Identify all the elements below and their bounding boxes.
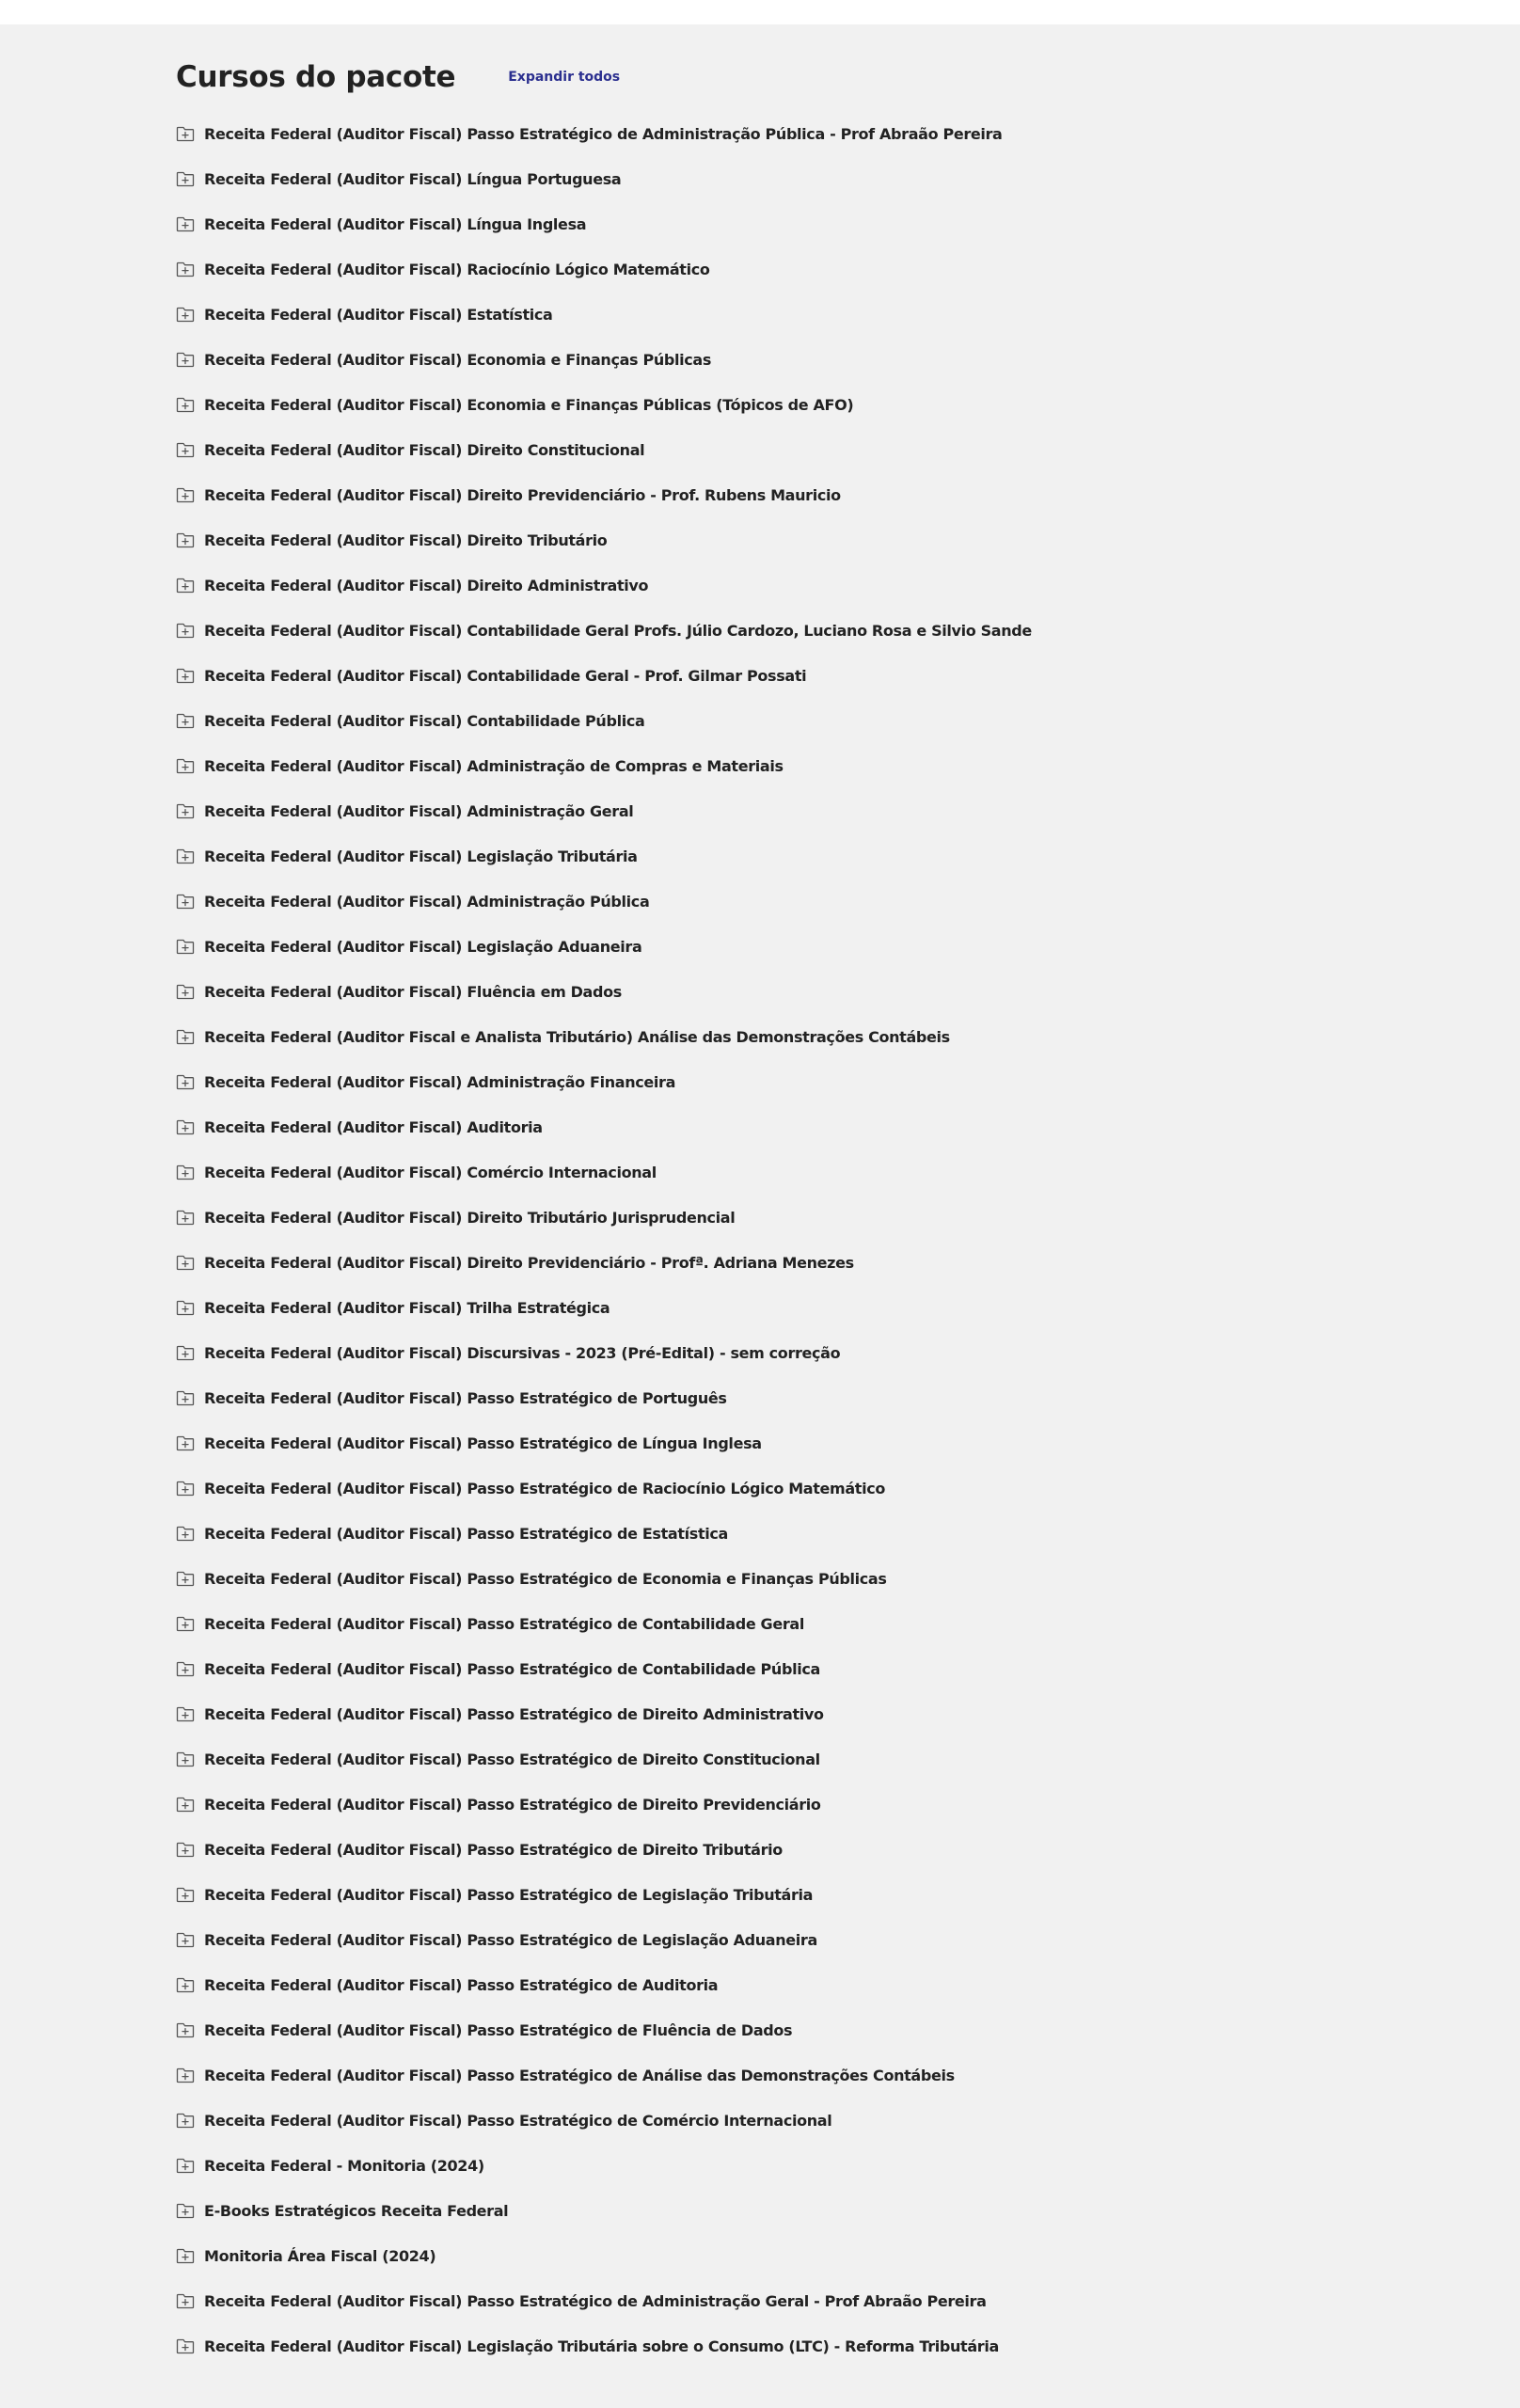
course-list — [176, 111, 1399, 2368]
course-title: Receita Federal (Auditor Fiscal) Língua Inglesa — [204, 214, 587, 233]
course-title: Receita Federal (Auditor Fiscal) Discursivas - 2023 (Pré-Edital) - sem correção — [204, 1343, 841, 1362]
course-item[interactable] — [176, 2278, 1399, 2323]
course-item[interactable] — [176, 1285, 1399, 1330]
folder-plus-icon — [176, 802, 195, 819]
course-title: Receita Federal (Auditor Fiscal) Passo Estratégico de Direito Administrativo — [204, 1704, 824, 1723]
course-title: Receita Federal (Auditor Fiscal) Direito Previdenciário - Profª. Adriana Menezes — [204, 1253, 854, 1272]
folder-plus-icon — [176, 261, 195, 277]
course-item[interactable] — [176, 1782, 1399, 1827]
course-item[interactable] — [176, 1420, 1399, 1465]
course-title: Receita Federal (Auditor Fiscal) Passo Estratégico de Legislação Tributária — [204, 1885, 814, 1904]
folder-plus-icon — [176, 938, 195, 955]
course-item[interactable] — [176, 562, 1399, 608]
course-item[interactable] — [176, 1872, 1399, 1917]
folder-plus-icon — [176, 893, 195, 910]
folder-plus-icon — [176, 351, 195, 368]
course-title: Receita Federal (Auditor Fiscal) Passo Estratégico de Direito Constitucional — [204, 1750, 820, 1768]
course-item[interactable] — [176, 969, 1399, 1014]
course-item[interactable] — [176, 427, 1399, 472]
course-item[interactable] — [176, 1962, 1399, 2007]
folder-plus-icon — [176, 1299, 195, 1316]
course-item[interactable] — [176, 201, 1399, 246]
folder-plus-icon — [176, 1570, 195, 1587]
folder-plus-icon — [176, 1344, 195, 1361]
course-title: Receita Federal (Auditor Fiscal) Administração de Compras e Materiais — [204, 756, 784, 775]
folder-plus-icon — [176, 2292, 195, 2309]
course-title: Receita Federal (Auditor Fiscal) Passo Estratégico de Língua Inglesa — [204, 1434, 762, 1452]
course-item[interactable] — [176, 382, 1399, 427]
course-item[interactable] — [176, 1511, 1399, 1556]
folder-plus-icon — [176, 2112, 195, 2129]
course-title: Receita Federal (Auditor Fiscal) Direito Administrativo — [204, 576, 649, 594]
folder-plus-icon — [176, 577, 195, 594]
course-item[interactable] — [176, 788, 1399, 833]
folder-plus-icon — [176, 1751, 195, 1767]
folder-plus-icon — [176, 1705, 195, 1722]
folder-plus-icon — [176, 1434, 195, 1451]
course-item[interactable] — [176, 2098, 1399, 2143]
folder-plus-icon — [176, 1615, 195, 1632]
course-title: Receita Federal (Auditor Fiscal) Direito Tributário — [204, 531, 608, 549]
folder-plus-icon — [176, 1389, 195, 1406]
folder-plus-icon — [176, 2067, 195, 2083]
folder-plus-icon — [176, 170, 195, 187]
course-title: Receita Federal (Auditor Fiscal) Comércio Internacional — [204, 1163, 657, 1181]
course-item[interactable] — [176, 2007, 1399, 2052]
course-title: Receita Federal (Auditor Fiscal) Passo Estratégico de Administração Geral - Prof Abraão Pereira — [204, 2291, 987, 2310]
course-title: Receita Federal (Auditor Fiscal) Direito Tributário Jurisprudencial — [204, 1208, 736, 1227]
section-title: Cursos do pacote — [176, 60, 456, 94]
course-item[interactable] — [176, 1827, 1399, 1872]
folder-plus-icon — [176, 1073, 195, 1090]
folder-plus-icon — [176, 1886, 195, 1903]
folder-plus-icon — [176, 1660, 195, 1677]
course-title: Receita Federal (Auditor Fiscal) Passo Estratégico de Contabilidade Geral — [204, 1614, 804, 1633]
course-title: Receita Federal (Auditor Fiscal) Raciocínio Lógico Matemático — [204, 260, 710, 278]
course-item[interactable] — [176, 1059, 1399, 1104]
course-title: Receita Federal (Auditor Fiscal) Administração Financeira — [204, 1072, 676, 1091]
course-item[interactable] — [176, 1104, 1399, 1149]
course-item[interactable] — [176, 111, 1399, 156]
course-item[interactable] — [176, 1330, 1399, 1375]
course-item[interactable] — [176, 2233, 1399, 2278]
folder-plus-icon — [176, 1164, 195, 1180]
course-title: Receita Federal (Auditor Fiscal) Passo Estratégico de Legislação Aduaneira — [204, 1930, 817, 1949]
course-title: Receita Federal (Auditor Fiscal) Administração Pública — [204, 892, 650, 911]
folder-plus-icon — [176, 2202, 195, 2219]
course-title: Receita Federal (Auditor Fiscal) Passo Estratégico de Comércio Internacional — [204, 2111, 832, 2130]
folder-plus-icon — [176, 306, 195, 323]
course-title: Receita Federal (Auditor Fiscal) Passo Estratégico de Administração Pública - Prof Abraão Pereira — [204, 124, 1003, 143]
course-item[interactable] — [176, 743, 1399, 788]
course-title: Receita Federal (Auditor Fiscal) Direito Constitucional — [204, 440, 645, 459]
course-item[interactable] — [176, 924, 1399, 969]
folder-plus-icon — [176, 1931, 195, 1948]
course-item[interactable] — [176, 1240, 1399, 1285]
course-title: Receita Federal (Auditor Fiscal) Contabilidade Geral - Prof. Gilmar Possati — [204, 666, 807, 685]
course-item[interactable] — [176, 879, 1399, 924]
course-title: Receita Federal (Auditor Fiscal e Analista Tributário) Análise das Demonstrações Contábeis — [204, 1027, 950, 1046]
folder-plus-icon — [176, 396, 195, 413]
course-item[interactable] — [176, 1917, 1399, 1962]
course-item[interactable] — [176, 337, 1399, 382]
folder-plus-icon — [176, 2337, 195, 2354]
course-title: Receita Federal (Auditor Fiscal) Passo Estratégico de Auditoria — [204, 1975, 719, 1994]
course-title: Receita Federal (Auditor Fiscal) Passo Estratégico de Estatística — [204, 1524, 728, 1543]
course-item[interactable] — [176, 1014, 1399, 1059]
folder-plus-icon — [176, 531, 195, 548]
folder-plus-icon — [176, 2157, 195, 2174]
course-title: Receita Federal (Auditor Fiscal) Passo Estratégico de Fluência de Dados — [204, 2020, 793, 2039]
course-item[interactable] — [176, 1195, 1399, 1240]
course-item[interactable] — [176, 653, 1399, 698]
course-item[interactable] — [176, 1646, 1399, 1691]
course-title: Receita Federal (Auditor Fiscal) Passo Estratégico de Direito Tributário — [204, 1840, 783, 1859]
folder-plus-icon — [176, 215, 195, 232]
course-title: Receita Federal (Auditor Fiscal) Legislação Tributária — [204, 847, 638, 865]
course-item[interactable] — [176, 2323, 1399, 2368]
folder-plus-icon — [176, 983, 195, 1000]
folder-plus-icon — [176, 441, 195, 458]
folder-plus-icon — [176, 2247, 195, 2264]
course-item[interactable] — [176, 1465, 1399, 1511]
folder-plus-icon — [176, 1480, 195, 1497]
course-title: Receita Federal (Auditor Fiscal) Direito Previdenciário - Prof. Rubens Mauricio — [204, 485, 841, 504]
folder-plus-icon — [176, 125, 195, 142]
course-item[interactable] — [176, 1375, 1399, 1420]
course-title: Receita Federal (Auditor Fiscal) Contabilidade Pública — [204, 711, 645, 730]
course-title: Receita Federal (Auditor Fiscal) Língua Portuguesa — [204, 169, 622, 188]
folder-plus-icon — [176, 667, 195, 684]
course-title: Receita Federal (Auditor Fiscal) Economia e Finanças Públicas — [204, 350, 711, 369]
folder-plus-icon — [176, 486, 195, 503]
top-strip — [0, 0, 1520, 24]
course-item[interactable] — [176, 698, 1399, 743]
folder-plus-icon — [176, 1976, 195, 1993]
course-item[interactable] — [176, 517, 1399, 562]
course-title: Receita Federal (Auditor Fiscal) Fluência em Dados — [204, 982, 622, 1001]
course-title: Receita Federal (Auditor Fiscal) Legislação Aduaneira — [204, 937, 642, 956]
course-title: Receita Federal (Auditor Fiscal) Passo Estratégico de Direito Previdenciário — [204, 1795, 821, 1814]
course-item[interactable] — [176, 833, 1399, 879]
folder-plus-icon — [176, 757, 195, 774]
course-item[interactable] — [176, 246, 1399, 292]
course-title: Receita Federal (Auditor Fiscal) Trilha Estratégica — [204, 1298, 610, 1317]
folder-plus-icon — [176, 712, 195, 729]
course-title: Receita Federal (Auditor Fiscal) Estatística — [204, 305, 553, 324]
course-title: E-Books Estratégicos Receita Federal — [204, 2201, 509, 2220]
course-item[interactable] — [176, 156, 1399, 201]
folder-plus-icon — [176, 1118, 195, 1135]
folder-plus-icon — [176, 1525, 195, 1542]
course-item[interactable] — [176, 1691, 1399, 1736]
course-item[interactable] — [176, 1736, 1399, 1782]
course-item[interactable] — [176, 2052, 1399, 2098]
folder-plus-icon — [176, 2021, 195, 2038]
course-title: Receita Federal (Auditor Fiscal) Legislação Tributária sobre o Consumo (LTC) - Reforma Tributária — [204, 2337, 999, 2355]
course-item[interactable] — [176, 292, 1399, 337]
course-title: Receita Federal (Auditor Fiscal) Passo Estratégico de Contabilidade Pública — [204, 1659, 820, 1678]
folder-plus-icon — [176, 1841, 195, 1858]
course-title: Receita Federal (Auditor Fiscal) Passo Estratégico de Português — [204, 1388, 727, 1407]
course-title: Receita Federal - Monitoria (2024) — [204, 2156, 484, 2175]
folder-plus-icon — [176, 1209, 195, 1226]
course-title: Monitoria Área Fiscal (2024) — [204, 2246, 436, 2265]
folder-plus-icon — [176, 848, 195, 864]
course-item[interactable] — [176, 1556, 1399, 1601]
course-item[interactable] — [176, 2143, 1399, 2188]
course-title: Receita Federal (Auditor Fiscal) Passo Estratégico de Raciocínio Lógico Matemático — [204, 1479, 886, 1497]
package-courses-section — [176, 24, 1399, 2355]
course-item[interactable] — [176, 1149, 1399, 1195]
course-item[interactable] — [176, 1601, 1399, 1646]
course-title: Receita Federal (Auditor Fiscal) Administração Geral — [204, 801, 634, 820]
course-item[interactable] — [176, 472, 1399, 517]
course-item[interactable] — [176, 608, 1399, 653]
course-title: Receita Federal (Auditor Fiscal) Contabilidade Geral Profs. Júlio Cardozo, Luciano Rosa e Silvio Sande — [204, 621, 1032, 640]
course-title: Receita Federal (Auditor Fiscal) Auditoria — [204, 1117, 543, 1136]
folder-plus-icon — [176, 1028, 195, 1045]
folder-plus-icon — [176, 622, 195, 639]
course-title: Receita Federal (Auditor Fiscal) Passo Estratégico de Economia e Finanças Públicas — [204, 1569, 887, 1588]
course-title: Receita Federal (Auditor Fiscal) Economia e Finanças Públicas (Tópicos de AFO) — [204, 395, 854, 414]
folder-plus-icon — [176, 1254, 195, 1271]
folder-plus-icon — [176, 1796, 195, 1813]
course-title: Receita Federal (Auditor Fiscal) Passo Estratégico de Análise das Demonstrações Contábeis — [204, 2066, 955, 2084]
course-item[interactable] — [176, 2188, 1399, 2233]
expand-all-link[interactable]: Expandir todos — [508, 70, 621, 85]
